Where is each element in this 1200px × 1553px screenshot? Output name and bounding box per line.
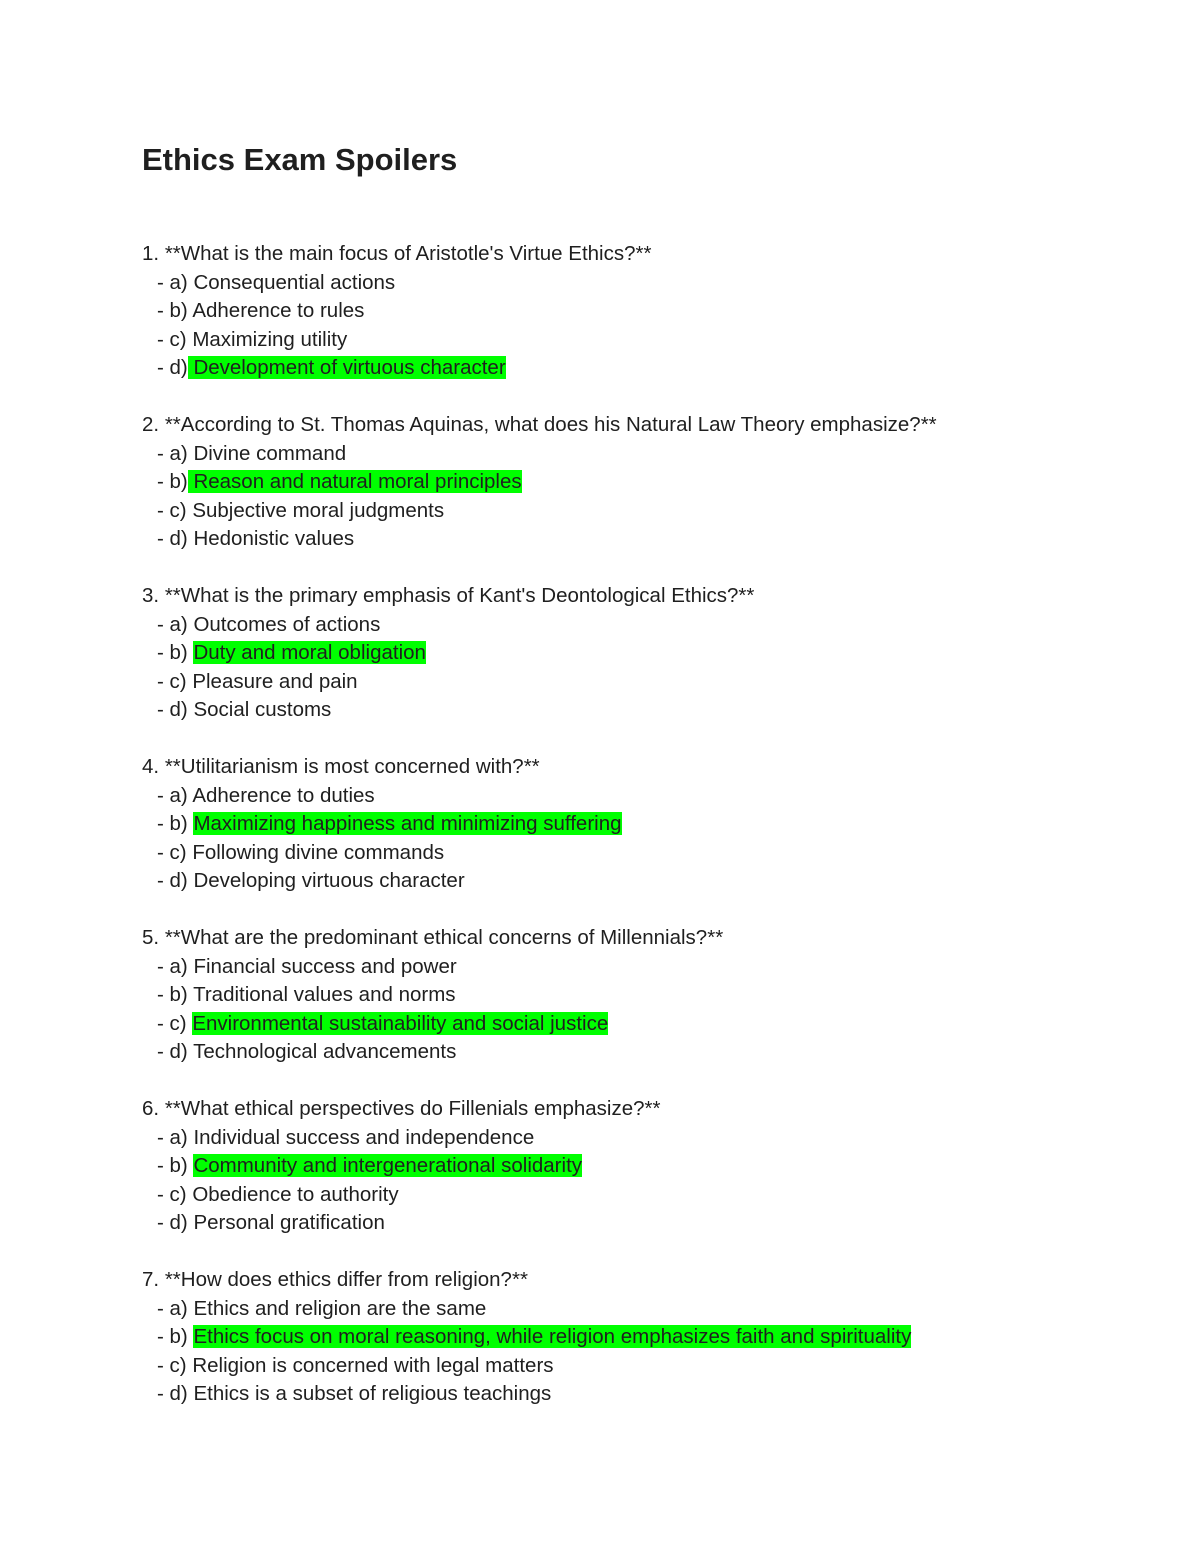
document-title: Ethics Exam Spoilers [142, 142, 458, 177]
option-prefix: - b) [157, 983, 188, 1007]
option-prefix: - c) [157, 1182, 187, 1206]
highlighted-answer [192, 1012, 608, 1035]
question-text: **What is the main focus of Aristotle's Virtue Ethics?** [164, 242, 652, 265]
option-text: Maximizing happiness and minimizing suffering [193, 812, 622, 836]
option-text: Outcomes of actions [193, 612, 381, 636]
option-d [142, 354, 1142, 383]
option-prefix: - d) [157, 698, 188, 722]
option-prefix: - c) [157, 327, 187, 351]
option-prefix: - d) [157, 527, 188, 551]
option-d [142, 1380, 1142, 1409]
question-number: 7. [142, 1268, 160, 1291]
option-b [142, 1152, 1142, 1181]
option-prefix: - c) [157, 840, 187, 864]
option-a [142, 953, 1142, 982]
option-text: Developing virtuous character [193, 869, 465, 893]
option-text: Technological advancements [193, 1040, 457, 1064]
option-d [142, 525, 1142, 554]
highlighted-answer [193, 812, 621, 835]
option-text: Hedonistic values [193, 527, 355, 551]
option-text: Individual success and independence [193, 1125, 535, 1149]
option-a [142, 1124, 1142, 1153]
option-prefix: - a) [157, 612, 188, 636]
option-prefix: - b) [157, 299, 188, 323]
option-d [142, 1209, 1142, 1238]
option-d [142, 696, 1142, 725]
option-prefix: - a) [157, 954, 188, 978]
option-prefix: - d) [157, 1211, 188, 1235]
option-text: Adherence to duties [192, 783, 375, 807]
question-text: **What is the primary emphasis of Kant's Deontological Ethics?** [164, 584, 755, 607]
option-prefix: - b) [157, 812, 188, 836]
option-prefix: - b) [157, 641, 188, 665]
highlighted-answer [193, 1325, 911, 1348]
option-text: Ethics and religion are the same [193, 1296, 487, 1320]
option-a [142, 611, 1142, 640]
option-c [142, 1352, 1142, 1381]
option-b [142, 981, 1142, 1010]
option-a [142, 1295, 1142, 1324]
option-text: Consequential actions [193, 270, 396, 294]
option-text: Pleasure and pain [192, 669, 358, 693]
option-prefix: - b) [157, 1154, 188, 1178]
option-prefix: - c) [157, 669, 187, 693]
option-text: Maximizing utility [192, 327, 348, 351]
option-text: Social customs [193, 698, 332, 722]
option-prefix: - c) [157, 1353, 187, 1377]
option-b [142, 1323, 1142, 1352]
option-text: Adherence to rules [192, 299, 365, 323]
option-prefix: - d) [157, 1040, 188, 1064]
option-text: Duty and moral obligation [193, 641, 426, 665]
question-line [142, 1266, 1142, 1295]
highlighted-answer [193, 1154, 582, 1177]
option-text: Traditional values and norms [193, 983, 456, 1007]
option-prefix: - b) [157, 470, 188, 494]
option-b [142, 297, 1142, 326]
option-prefix: - a) [157, 1296, 188, 1320]
question-4 [142, 753, 1142, 896]
question-7 [142, 1266, 1142, 1409]
option-prefix: - c) [157, 1011, 187, 1035]
option-prefix: - c) [157, 498, 187, 522]
question-line [142, 240, 1142, 269]
question-1 [142, 240, 1142, 383]
question-number: 5. [142, 926, 160, 949]
highlighted-answer [193, 641, 425, 664]
option-text: Ethics focus on moral reasoning, while religion emphasizes faith and spirituality [193, 1325, 912, 1349]
option-prefix: - d) [157, 869, 188, 893]
highlighted-answer [188, 470, 522, 493]
question-line [142, 1095, 1142, 1124]
question-line [142, 924, 1142, 953]
option-prefix: - b) [157, 1325, 188, 1349]
question-line [142, 582, 1142, 611]
question-2 [142, 411, 1142, 554]
option-text: Subjective moral judgments [192, 498, 445, 522]
option-text: Personal gratification [193, 1211, 385, 1235]
option-text: Development of virtuous character [193, 356, 506, 380]
question-text: **How does ethics differ from religion?** [164, 1268, 528, 1291]
option-c [142, 1181, 1142, 1210]
question-text: **What ethical perspectives do Fillenials emphasize?** [164, 1097, 661, 1120]
option-text: Community and intergenerational solidarity [193, 1154, 583, 1178]
option-prefix: - a) [157, 1125, 188, 1149]
highlighted-answer [188, 356, 506, 379]
option-text: Reason and natural moral principles [193, 470, 522, 494]
option-a [142, 269, 1142, 298]
option-b [142, 810, 1142, 839]
option-c [142, 1010, 1142, 1039]
option-text: Obedience to authority [192, 1182, 399, 1206]
question-number: 6. [142, 1097, 160, 1120]
question-text: **Utilitarianism is most concerned with?** [164, 755, 540, 778]
question-line [142, 753, 1142, 782]
option-b [142, 468, 1142, 497]
question-text: **What are the predominant ethical concerns of Millennials?** [164, 926, 724, 949]
option-b [142, 639, 1142, 668]
option-prefix: - a) [157, 441, 188, 465]
option-prefix: - a) [157, 270, 188, 294]
option-prefix: - a) [157, 783, 188, 807]
question-6 [142, 1095, 1142, 1238]
option-a [142, 782, 1142, 811]
option-text: Financial success and power [193, 954, 457, 978]
option-text: Divine command [193, 441, 347, 465]
option-c [142, 326, 1142, 355]
option-a [142, 440, 1142, 469]
question-number: 4. [142, 755, 160, 778]
option-c [142, 668, 1142, 697]
option-text: Ethics is a subset of religious teachings [193, 1382, 552, 1406]
question-number: 1. [142, 242, 160, 265]
question-line [142, 411, 1142, 440]
question-number: 3. [142, 584, 160, 607]
question-text: **According to St. Thomas Aquinas, what does his Natural Law Theory emphasize?** [164, 413, 937, 436]
option-text: Following divine commands [192, 840, 445, 864]
question-number: 2. [142, 413, 160, 436]
question-3 [142, 582, 1142, 725]
option-text: Environmental sustainability and social justice [192, 1011, 609, 1035]
option-text: Religion is concerned with legal matters [192, 1353, 554, 1377]
option-prefix: - d) [157, 1382, 188, 1406]
option-c [142, 497, 1142, 526]
question-5 [142, 924, 1142, 1067]
option-c [142, 839, 1142, 868]
option-d [142, 1038, 1142, 1067]
option-prefix: - d) [157, 356, 188, 380]
option-d [142, 867, 1142, 896]
